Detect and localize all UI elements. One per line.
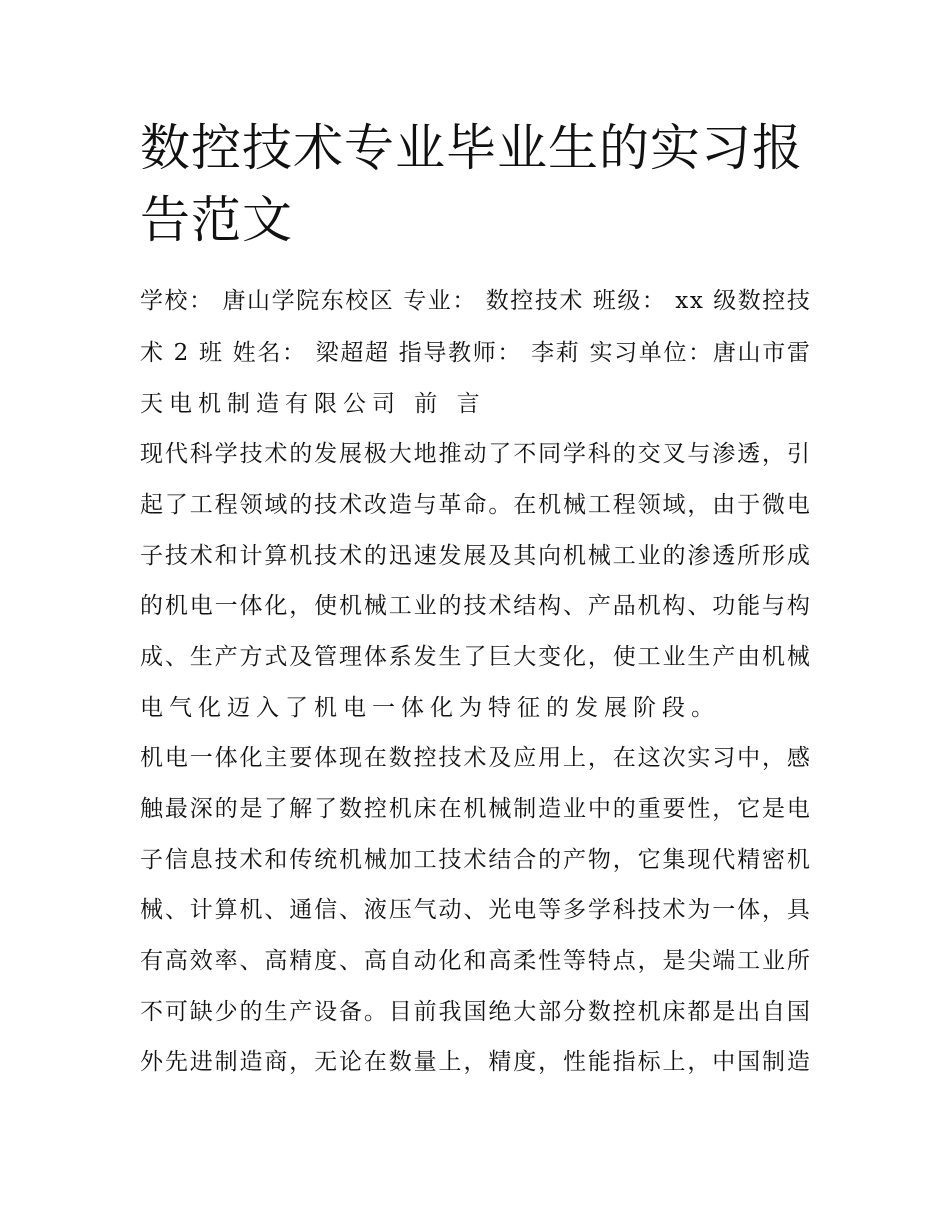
paragraph-line: 现代科学技术的发展极大地推动了不同学科的交叉与渗透，引 [140,441,812,467]
paragraph-line: 电气化迈入了机电一体化为特征的发展阶段。 [140,695,720,721]
paragraph-line: 的机电一体化，使机械工业的技术结构、产品机构、功能与构 [140,593,812,619]
paragraph-line: 子信息技术和传统机械加工技术结合的产物，它集现代精密机 [140,847,812,873]
paragraph-line: 机电一体化主要体现在数控技术及应用上，在这次实习中，感 [140,745,812,771]
paragraph-line: 外先进制造商，无论在数量上，精度，性能指标上，中国制造 [140,1049,812,1075]
document-title [140,112,820,256]
meta-line: 学校： 唐山学院东校区 专业： 数控技术 班级： xx 级数控技 [140,288,812,314]
title-line-1: 数控技术专业毕业生的实习报 [140,119,803,177]
paragraph-line: 成、生产方式及管理体系发生了巨大变化，使工业生产由机械 [140,644,812,670]
meta-line: 天电机制造有限公司 前 言 [140,391,486,417]
paragraph-line: 不可缺少的生产设备。目前我国绝大部分数控机床都是出自国 [140,999,812,1025]
paragraph-line: 子技术和计算机技术的迅速发展及其向机械工业的渗透所形成 [140,543,812,569]
paragraph-line: 械、计算机、通信、液压气动、光电等多学科技术为一体，具 [140,897,812,923]
paragraph-line: 起了工程领域的技术改造与革命。在机械工程领域，由于微电 [140,492,812,518]
paragraph-line: 有高效率、高精度、高自动化和高柔性等特点，是尖端工业所 [140,948,812,974]
meta-line: 术 2 班 姓名： 梁超超 指导教师： 李莉 实习单位：唐山市雷 [140,340,812,366]
paragraph-line: 触最深的是了解了数控机床在机械制造业中的重要性，它是电 [140,796,812,822]
title-line-2: 告范文 [140,191,293,249]
